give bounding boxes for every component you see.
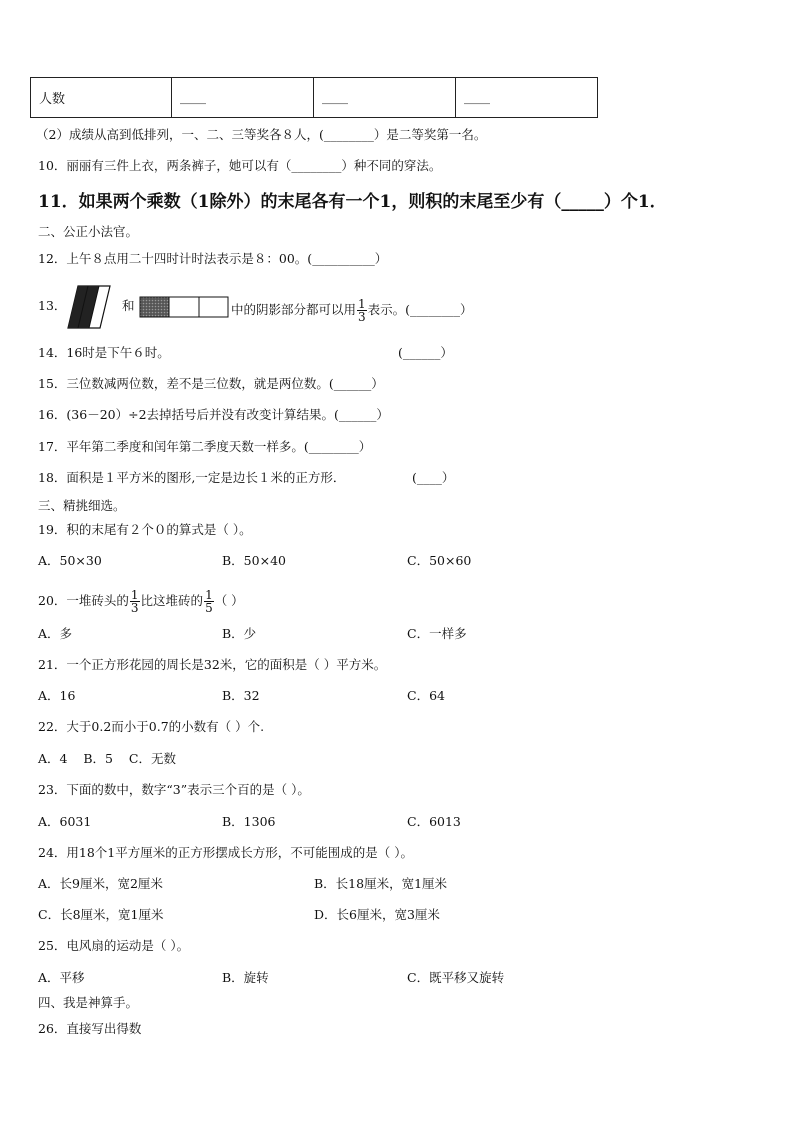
question-12: 12．上午８点用二十四时计时法表示是８：00。(__________） (38, 251, 388, 266)
question-14-blank[interactable]: (______） (398, 345, 453, 360)
option-c[interactable]: C．既平移又旋转 (407, 970, 505, 985)
option-a[interactable]: A．多 (38, 626, 73, 641)
answer-blank[interactable]: ____ (322, 90, 348, 105)
option-b[interactable]: B．50×40 (222, 553, 286, 568)
section-3-heading: 三、精挑细选。 (38, 498, 126, 513)
question-24: 24．用18个1平方厘米的正方形摆成长方形，不可能围成的是（ ）。 (38, 845, 413, 860)
table-row-label: 人数 (31, 78, 172, 118)
option-a[interactable]: A．平移 (38, 970, 85, 985)
question-17: 17．平年第二季度和闰年第二季度天数一样多。(________） (38, 439, 372, 454)
question-15: 15．三位数减两位数，差不是三位数，就是两位数。(______） (38, 376, 384, 391)
fraction: $\frac{1}{5}$ (205, 588, 213, 615)
question-18: 18．面积是１平方米的图形,一定是边长１米的正方形． (38, 470, 346, 485)
option-a[interactable]: A．6031 (38, 814, 92, 829)
table-row (31, 78, 598, 118)
answer-blank[interactable]: ____ (464, 90, 490, 105)
option-c[interactable]: C．64 (407, 688, 445, 703)
option-b[interactable]: B．32 (222, 688, 260, 703)
score-table (30, 77, 598, 118)
question-11: 11．如果两个乘数（1除外）的末尾各有一个1，则积的末尾至少有（_____）个1． (38, 192, 667, 212)
option-d[interactable]: D．长6厘米，宽3厘米 (314, 907, 440, 922)
option-c[interactable]: C．50×60 (407, 553, 472, 568)
parallelogram-figure (66, 284, 112, 330)
question-13-mid: 中的阴影部分都可以用 (231, 302, 357, 317)
question-26: 26．直接写出得数 (38, 1021, 142, 1036)
question-14: 14．16时是下午６时。 (38, 345, 170, 360)
question-16: 16．(36－20）÷2去掉括号后并没有改变计算结果。(______） (38, 407, 389, 422)
question-22: 22．大于0.2而小于0.7的小数有（ ）个. (38, 719, 265, 734)
rectangle-figure (139, 296, 229, 318)
table-cell (456, 78, 598, 118)
question-10: 10．丽丽有三件上衣，两条裤子，她可以有（________）种不同的穿法。 (38, 158, 442, 173)
option-c[interactable]: C．长8厘米，宽1厘米 (38, 907, 164, 922)
option-a[interactable]: A．长9厘米，宽2厘米 (38, 876, 163, 891)
question-18-blank[interactable]: (____） (412, 470, 455, 485)
option-b[interactable]: B．长18厘米，宽1厘米 (314, 876, 448, 891)
question-9-2: （2）成绩从高到低排列，一、二、三等奖各８人，(________）是二等奖第一名。 (36, 127, 487, 142)
table-cell (314, 78, 456, 118)
option-b[interactable]: B．少 (222, 626, 257, 641)
answer-blank[interactable]: ____ (180, 90, 206, 105)
option-a[interactable]: A．50×30 (38, 553, 102, 568)
question-23: 23．下面的数中，数字“3”表示三个百的是（ ）。 (38, 782, 310, 797)
question-25: 25．电风扇的运动是（ ）。 (38, 938, 190, 953)
question-13-text (231, 298, 473, 323)
option-c[interactable]: C．6013 (407, 814, 461, 829)
question-19: 19．积的末尾有２个０的算式是（ ）。 (38, 522, 252, 537)
option-b[interactable]: B．1306 (222, 814, 276, 829)
option-c[interactable]: C．一样多 (407, 626, 467, 641)
table-cell (172, 78, 314, 118)
question-20: 20．一堆砖头的 $\frac{1}{3}$ 比这堆砖的 $\frac{1}{5}$ （ ） (38, 588, 244, 615)
fraction: $\frac{1}{3}$ (130, 588, 139, 615)
option-a[interactable]: A．16 (38, 688, 76, 703)
question-13-end: 表示。(________） (367, 302, 473, 317)
option-b[interactable]: B．旋转 (222, 970, 269, 985)
question-13-number: 13． (38, 298, 67, 313)
fraction: $\frac{1}{3}$ (358, 297, 366, 324)
question-22-options[interactable]: A．4 B．5 C．无数 (38, 751, 176, 766)
section-4-heading: 四、我是神算手。 (38, 995, 139, 1010)
question-21: 21．一个正方形花园的周长是32米，它的面积是（ ）平方米。 (38, 657, 387, 672)
question-13-and: 和 (122, 298, 135, 313)
section-2-heading: 二、公正小法官。 (38, 224, 139, 239)
